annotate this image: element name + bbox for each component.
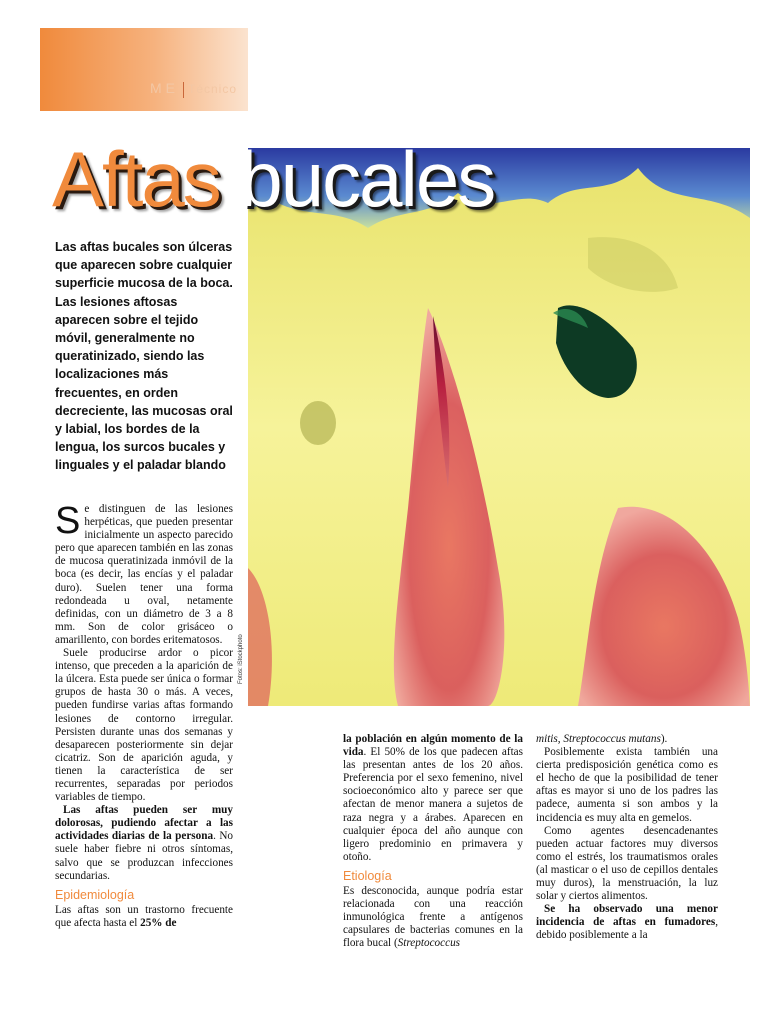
image-credit: Fotos: iStockphoto <box>238 634 244 684</box>
section-name: Técnico <box>188 82 238 96</box>
section-heading-epidemiologia: Epidemiología <box>55 887 135 902</box>
paragraph-text: Las aftas son un trastorno frecuente que afecta hasta el <box>55 903 233 929</box>
xray-shadow <box>300 401 336 445</box>
article-title <box>52 135 495 223</box>
bold-text: 25% de <box>140 916 177 929</box>
paragraph: Suele producirse ardor o picor intenso, que preceden a la aparición de la úlcera. Esta puede ser única o formar grupos de hasta 30 o más. A veces, pueden fundirse varias aftas formando lesiones de contorno irregular. Persisten durante unas dos semanas y desaparecen posteriormente sin dejar cicatriz. Son de aparición aguda, y tienen la característica de ser recurrentes, separadas por periodos variables de tiempo. <box>55 647 233 804</box>
paragraph <box>55 904 233 930</box>
bold-text: Se ha observado una menor incidencia de aftas en fumadores <box>536 903 718 929</box>
section-abbr: ME <box>150 80 179 96</box>
italic-text: mitis, Streptococcus mutans <box>536 733 661 745</box>
paragraph <box>343 733 523 864</box>
drop-cap: S <box>55 500 81 542</box>
italic-text: Streptococcus <box>397 937 461 950</box>
bold-text: Las aftas pueden ser muy dolorosas, pudiendo afectar a las actividades diarias de la persona <box>55 804 233 843</box>
section-label <box>150 80 237 98</box>
dental-xray-image <box>248 148 750 706</box>
paragraph: Como agentes desencadenantes pueden actuar factores muy diversos como el estrés, los traumatismos orales (al masticar o el uso de cepillos dentales muy duros), la menstruación, la luz solar y ciertos alimentos. <box>536 824 718 903</box>
title-word-1: Aftas <box>52 135 220 223</box>
paragraph <box>343 885 523 950</box>
bold-text: la población en algún momento de la vida <box>343 733 523 759</box>
body-column-3 <box>536 733 718 943</box>
body-column-2 <box>343 733 523 951</box>
title-word-2: bucales <box>239 135 495 223</box>
paragraph <box>536 903 718 942</box>
paragraph-text: ). <box>660 733 668 745</box>
paragraph <box>536 733 718 746</box>
paragraph-text: e distinguen de las lesiones herpéticas, que pueden presentar inicialmente un aspecto parecido pero que aparecen también en las zonas de mucosa queratinizada inmóvil de la boca (es decir, las encías y el paladar duro). Suelen tener una forma redondeada u oval, netamente definidas, con un diámetro de 3 a 8 mm. Son de color grisáceo o amarillento, con bordes eritematosos. <box>55 503 233 646</box>
xray-artwork <box>248 148 750 706</box>
paragraph-text: , debido posiblemente a la <box>536 916 718 942</box>
paragraph-text: . No suele haber fiebre ni otros síntomas, salvo que se produzcan infecciones secundarias. <box>55 830 233 882</box>
paragraph-text: . El 50% de los que padecen aftas las presentan antes de los 20 años. Preferencia por el sexo femenino, nivel socioeconómico alto y parece ser que afectan de menor manera a sujetos de raza negra y a árabes. Aparecen en cualquier época del año aunque con ligero predominio en primavera y otoño. <box>343 746 523 863</box>
paragraph-text: Es desconocida, aunque podría estar relacionada con una reacción inmunológica frente a antígenos capsulares de bacterias comunes en la flora bucal ( <box>343 885 523 950</box>
paragraph <box>55 804 233 883</box>
section-heading-etiologia: Etiología <box>343 868 392 883</box>
lead-paragraph: Las aftas bucales son úlceras que aparecen sobre cualquier superficie mucosa de la boca. Las lesiones aftosas aparecen sobre el tejido móvil, generalmente no queratinizado, siendo las localizaciones más frecuentes, en orden decreciente, las mucosas oral y labial, los bordes de la lengua, los surcos bucales y linguales y el paladar blando <box>55 240 233 473</box>
header-color-block <box>40 28 248 111</box>
body-column-1 <box>55 500 233 930</box>
paragraph: Posiblemente exista también una cierta predisposición genética como es el hecho de que la posibilidad de tener aftas es mayor si uno de los padres las padece, aumenta si son ambos y la incidencia es muy alta en gemelos. <box>536 746 718 824</box>
paragraph <box>55 500 233 647</box>
section-divider <box>183 82 184 98</box>
